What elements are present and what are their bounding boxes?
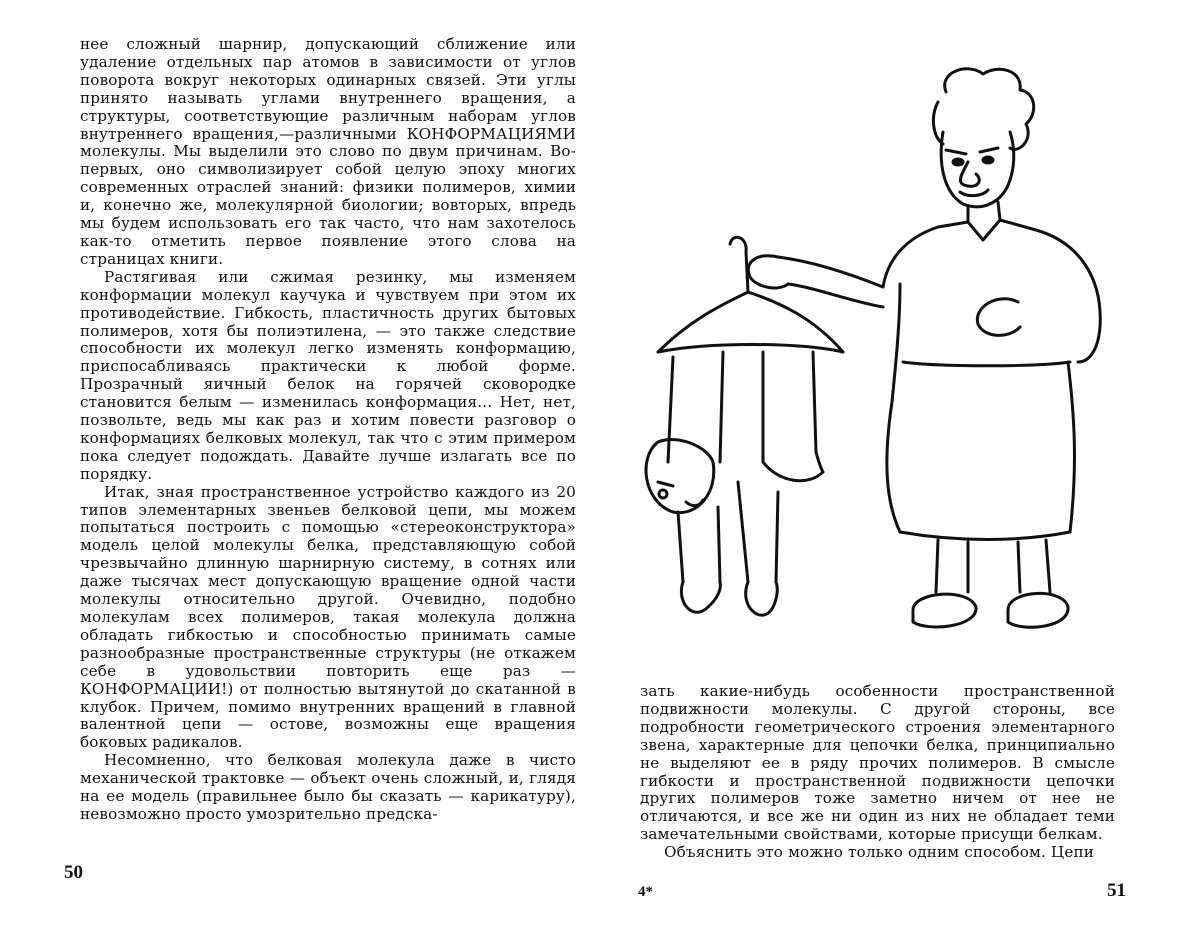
paragraph: Несомненно, что белковая молекула даже в чисто механической трактовке — объект очень сложный, и, глядя на ее модель (правильнее было бы сказать — карикатуру), невозможно просто умозрительно предска- — [80, 751, 576, 823]
right-page-text — [640, 683, 1115, 862]
right-page — [600, 0, 1200, 939]
signature-mark: 4* — [638, 884, 653, 900]
paragraph: Объяснить это можно только одним способом. Цепи — [664, 843, 1095, 862]
paragraph: нее сложный шарнир, допускающий сближение или удаление отдельных пар атомов в зависимости от углов поворота вокруг некоторых одинарных связей. Эти углы принято называть углами внутреннего вращения, а структуры, соответствующие различным наборам углов внутреннего вращения,—различными КОНФОРМАЦИЯМИ молекулы. Мы выделили это слово по двум причинам. Во-первых, оно символизирует собой целую эпоху многих современных отраслей знаний: физики полимеров, химии и, конечно же, молекулярной биологии; вовторых, впредь мы будем использовать его так часто, что нам захотелось как-то отметить первое появление этого слова на страницах книги. — [80, 35, 576, 268]
left-page-text — [80, 36, 576, 824]
page-number: 51 — [1107, 880, 1126, 901]
page-number: 50 — [64, 862, 83, 883]
paragraph: Растягивая или сжимая резинку, мы изменяем конформации молекул каучука и чувствуем при этом их противодействие. Гибкость, пластичность других бытовых полимеров, хотя бы полиэтилена, — это также следствие способности их молекул легко изменять конформацию, приспосабливаясь практически к любой форме. Прозрачный яичный белок на горячей сковородке становится белым — изменилась конформация... Нет, нет, позвольте, ведь мы как раз и хотим повести разговор о конформациях белковых молекул, так что с этим примером пока следует подождать. Давайте лучше излагать все по порядку. — [80, 267, 576, 483]
cartoon-illustration — [638, 62, 1118, 638]
paragraph: Итак, зная пространственное устройство каждого из 20 типов элементарных звеньев белковой цепи, мы можем попытаться построить с помощью «стереоконструктора» модель целой молекулы белка, представляющую собой чрезвычайно длинную шарнирную систему, в сотнях или даже тысячах мест допускающую вращение одной части молекулы относительно другой. Очевидно, подобно молекулам всех полимеров, такая молекула должна обладать гибкостью и способностью принимать самые разнообразные пространственные структуры (не откажем себе в удовольствии повторить еще раз — КОНФОРМАЦИИ!) от полностью вытянутой до скатанной в клубок. Причем, помимо внутренних вращений в главной валентной цепи — остове, возможны еще вращения боковых радикалов. — [80, 482, 576, 752]
paragraph: зать какие-нибудь особенности пространственной подвижности молекулы. С другой стороны, все подробности геометрического строения элементарного звена, характерные для цепочки белка, принципиально не выделяют ее в ряду прочих полимеров. В смысле гибкости и пространственной подвижности цепочки других полимеров тоже заметно ничем от нее не отличаются, и все же ни один из них не обладает теми замечательными свойствами, которые присущи белкам. — [640, 682, 1115, 844]
